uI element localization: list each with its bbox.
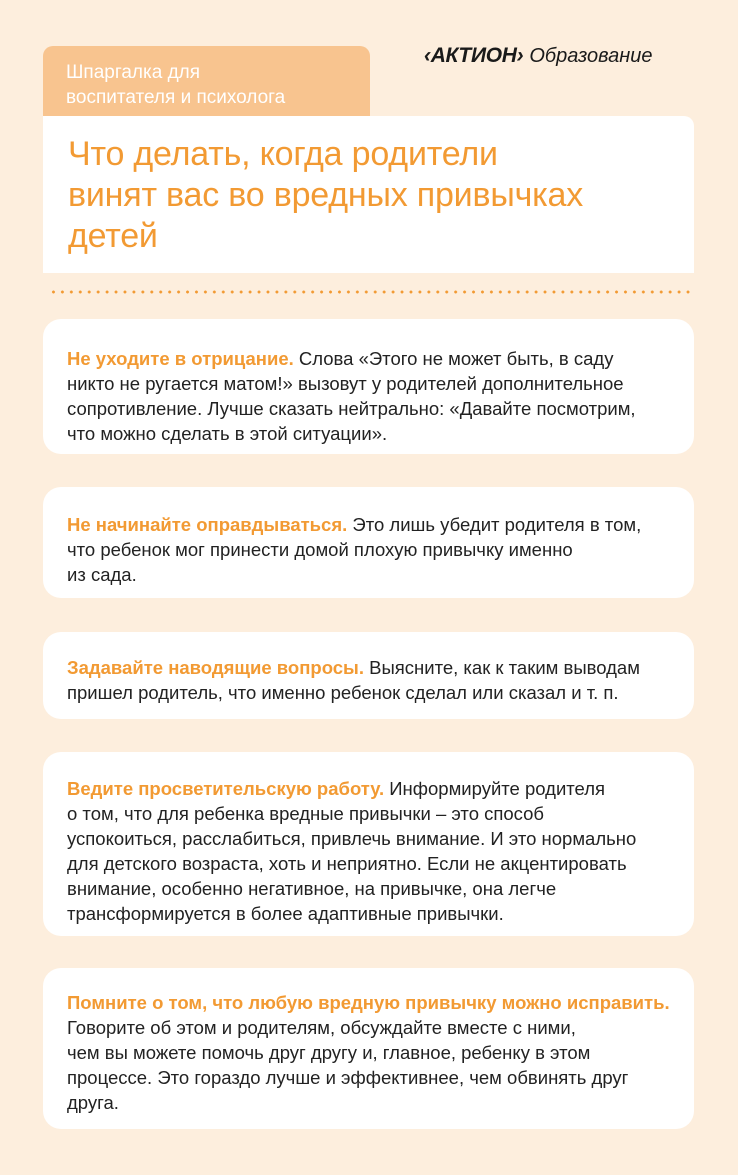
tip-text-2 — [67, 512, 694, 587]
tip-3-line-2: пришел родитель, что именно ребенок сделал или сказал и т. п. — [67, 682, 619, 703]
dotted-divider — [49, 290, 694, 294]
tip-4-line-6: трансформируется в более адаптивные привычки. — [67, 903, 504, 924]
tip-lead-3: Задавайте наводящие вопросы. — [67, 657, 364, 678]
tip-lead-2: Не начинайте оправдываться. — [67, 514, 348, 535]
tip-1-line-1: Слова «Этого не может быть, в саду — [293, 348, 614, 369]
tip-5-line-3: чем вы можете помочь друг другу и, главное, ребенку в этом — [67, 1042, 591, 1063]
tip-3-line-1: Выясните, как к таким выводам — [363, 657, 640, 678]
tip-card-5 — [43, 968, 694, 1129]
tip-1-line-2: никто не ругается матом!» вызовут у родителей дополнительное — [67, 373, 624, 394]
tip-text-5 — [67, 990, 694, 1115]
title-line-1: Что делать, когда родители — [68, 135, 498, 173]
tip-4-line-2: о том, что для ребенка вредные привычки – это способ — [67, 803, 545, 824]
page-title — [68, 134, 694, 257]
audience-tag-line-2: воспитателя и психолога — [66, 87, 286, 108]
tip-2-line-2: что ребенок мог принести домой плохую привычку именно — [67, 539, 573, 560]
tip-4-line-5: внимание, особенно негативное, на привычке, она легче — [67, 878, 557, 899]
tip-1-line-3: сопротивление. Лучше сказать нейтрально: «Давайте посмотрим, — [67, 398, 636, 419]
tip-card-4 — [43, 752, 694, 936]
tip-2-line-3: из сада. — [67, 564, 137, 585]
title-panel — [43, 116, 694, 273]
tip-lead-4: Ведите просветительскую работу. — [67, 778, 385, 799]
tip-4-line-3: успокоиться, расслабиться, привлечь внимание. И это нормально — [67, 828, 637, 849]
tip-lead-1: Не уходите в отрицание. — [67, 348, 294, 369]
tip-4-line-1: Информируйте родителя — [384, 778, 606, 799]
aktion-logo — [424, 44, 653, 70]
title-line-3: детей — [68, 217, 158, 255]
tip-text-1 — [67, 346, 694, 446]
tip-4-line-4: для детского возраста, хоть и неприятно. Если не акцентировать — [67, 853, 627, 874]
tip-card-1 — [43, 319, 694, 454]
tip-card-3 — [43, 632, 694, 719]
tip-5-line-2: Говорите об этом и родителям, обсуждайте вместе с ними, — [67, 1017, 576, 1038]
tip-5-line-5: друга. — [67, 1092, 119, 1113]
title-line-2: винят вас во вредных привычках — [68, 176, 584, 214]
logo-subtitle: Образование — [529, 45, 653, 67]
audience-tag-line-1: Шпаргалка для — [66, 62, 201, 83]
tip-lead-5: Помните о том, что любую вредную привычку можно исправить. — [67, 992, 670, 1013]
logo-brand: ‹АКТИОН› — [424, 44, 524, 67]
tip-text-4 — [67, 776, 694, 926]
tip-2-line-1: Это лишь убедит родителя в том, — [347, 514, 642, 535]
tip-card-2 — [43, 487, 694, 598]
tip-1-line-4: что можно сделать в этой ситуации». — [67, 423, 388, 444]
audience-tag — [43, 46, 370, 116]
tip-text-3 — [67, 655, 694, 705]
tip-5-line-4: процессе. Это гораздо лучше и эффективнее, чем обвинять друг — [67, 1067, 629, 1088]
